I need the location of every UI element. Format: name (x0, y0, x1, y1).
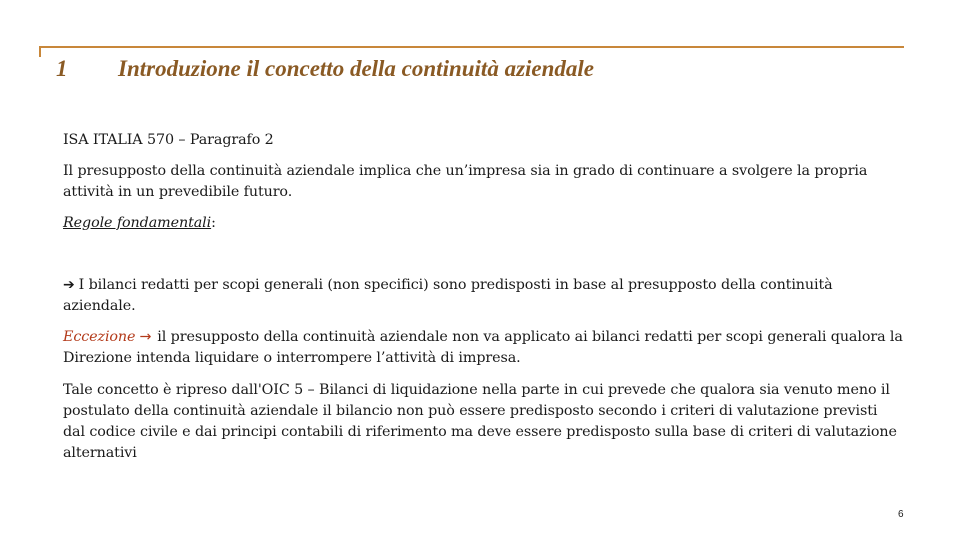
section-number: 1 (56, 56, 68, 81)
header-rule (39, 46, 904, 48)
oic-paragraph: Tale concetto è ripreso dall'OIC 5 – Bilanci di liquidazione nella parte in cui prevede che qualora sia venuto meno il postulato della continuità aziendale il bilancio non può essere predisposto secondo i criteri di valutazione previsti dal codice civile e dai principi contabili di riferimento ma deve essere predisposto sulla base di criteri di valutazione alternativi (63, 382, 897, 461)
header-rule-tick (39, 46, 41, 57)
arrow-right-icon: ➔ (63, 277, 75, 293)
definition-paragraph: Il presupposto della continuità aziendale implica che un’impresa sia in grado di continuare a svolgere la propria attività in un prevedibile futuro. (63, 163, 868, 200)
rules-label: Regole fondamentali (63, 215, 212, 231)
arrow-right-icon: → (139, 329, 152, 345)
slide-title: Introduzione il concetto della continuità aziendale (118, 56, 595, 81)
rules-colon: : (211, 215, 216, 231)
exception-paragraph (63, 327, 903, 369)
exception-label: Eccezione (63, 329, 136, 345)
page-number: 6 (898, 509, 904, 520)
rule-point-1 (63, 275, 903, 317)
reference-line: ISA ITALIA 570 – Paragrafo 2 (63, 132, 274, 148)
exception-text: il presupposto della continuità aziendale non va applicato ai bilanci redatti per scopi generali qualora la Direzione intenda liquidare o interrompere l’attività di impresa. (63, 329, 903, 366)
rules-heading (63, 213, 903, 234)
rule-point-1-text: I bilanci redatti per scopi generali (non specifici) sono predisposti in base al presupposto della continuità aziendale. (63, 277, 833, 314)
